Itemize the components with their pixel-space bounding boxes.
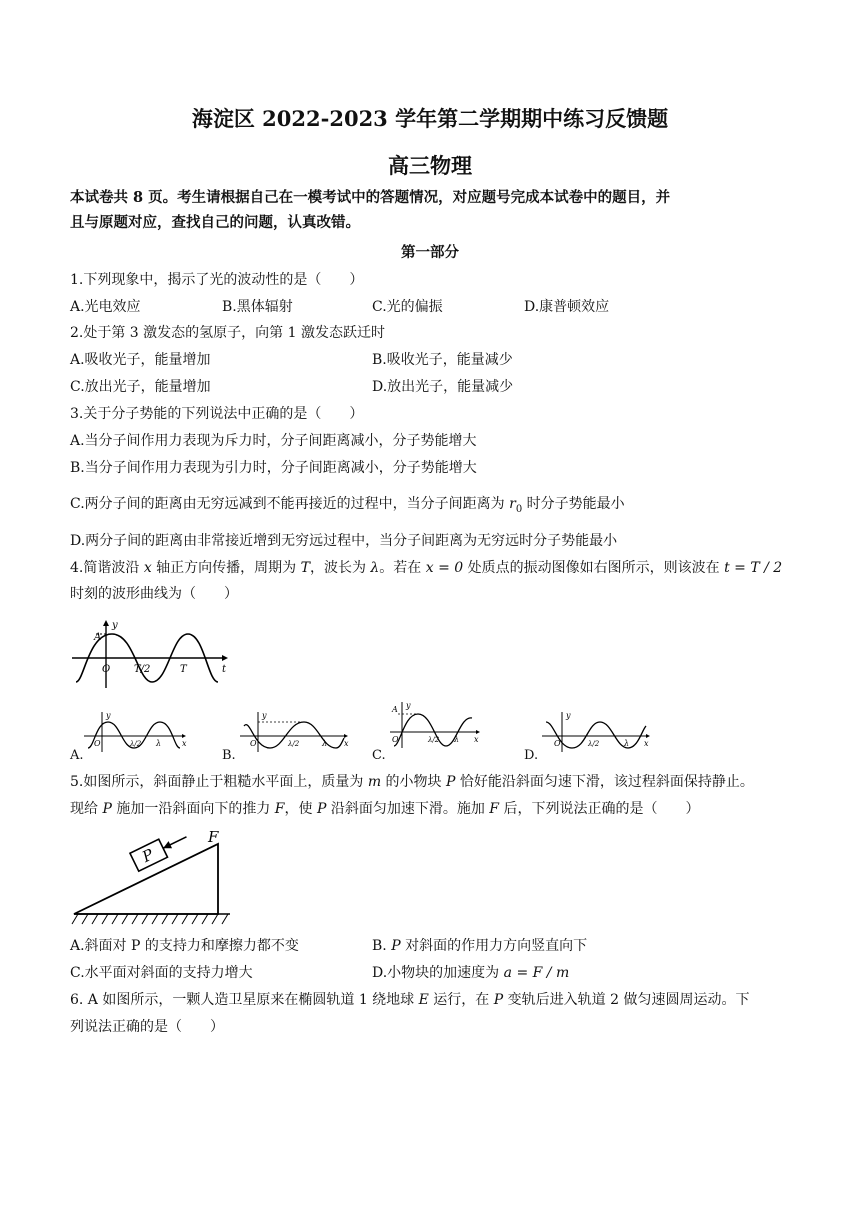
svg-text:y: y (406, 701, 411, 710)
q4-option-d-label: D. (524, 748, 539, 763)
q5-option-d: D.小物块的加速度为 a = F / m (372, 965, 570, 981)
svg-text:O: O (554, 739, 561, 748)
origin-label: O (102, 664, 111, 675)
q4-option-a-label: A. (70, 748, 84, 763)
svg-text:O: O (250, 739, 257, 748)
svg-text:x: x (644, 739, 649, 748)
svg-text:λ: λ (322, 739, 328, 748)
q4-option-c-graph (388, 700, 488, 750)
svg-text:λ/2: λ/2 (428, 736, 440, 744)
svg-text:P: P (139, 845, 157, 866)
q4-option-b-label: B. (222, 748, 236, 763)
q1-option-b: B.黑体辐射 (222, 299, 293, 315)
q2-stem: 2.处于第 3 激发态的氢原子，向第 1 激发态跃迁时 (70, 325, 385, 341)
q4-option-a-graph (82, 708, 192, 754)
section-heading: 第一部分 (401, 244, 459, 261)
svg-text:x: x (344, 739, 349, 748)
page-subtitle: 高三物理 (388, 153, 472, 178)
q5-stem-line-1: 5.如图所示，斜面静止于粗糙水平面上，质量为 m 的小物块 P 恰好能沿斜面匀速下滑，该过程斜面保持静止。 (70, 774, 754, 790)
q5-option-a: A.斜面对 P 的支持力和摩擦力都不变 (70, 938, 299, 954)
svg-text:x: x (182, 739, 187, 748)
svg-text:λ/2: λ/2 (588, 740, 600, 748)
q2-option-a: A.吸收光子，能量增加 (70, 352, 211, 368)
svg-text:λ: λ (156, 739, 162, 748)
q2-option-c: C.放出光子，能量增加 (70, 379, 211, 395)
q3-option-c: C.两分子间的距离由无穷远减到不能再接近的过程中，当分子间距离为 $r_0$ 时分子势能最小 (70, 496, 625, 515)
svg-text:λ/2: λ/2 (288, 740, 300, 748)
q4-stem-line-1: 4.简谐波沿 x 轴正方向传播，周期为 T，波长为 λ。若在 x = 0 处质点的振动图像如右图所示，则该波在 t = T / 2 (70, 560, 783, 576)
q4-option-b-graph (238, 708, 354, 754)
q2-option-b: B.吸收光子，能量减少 (372, 352, 513, 368)
amplitude-label: A (94, 632, 102, 643)
svg-text:O: O (392, 735, 399, 744)
force-label: F (208, 828, 219, 846)
q4-stem-line-2: 时刻的波形曲线为（ ） (70, 586, 238, 602)
period-label: T (180, 664, 187, 675)
q1-option-c: C.光的偏振 (372, 299, 443, 315)
svg-text:λ: λ (454, 735, 460, 744)
page-title: 海淀区 2022-2023 学年第二学期期中练习反馈题 (191, 106, 669, 131)
intro-line-1: 本试卷共 8 页。考生请根据自己在一模考试中的答题情况，对应题号完成本试卷中的题目，并 (70, 189, 671, 206)
axis-t-label: t (222, 664, 227, 675)
q1-option-d: D.康普顿效应 (524, 299, 610, 315)
q3-option-a: A.当分子间作用力表现为斥力时，分子间距离减小，分子势能增大 (70, 433, 477, 449)
q3-stem: 3.关于分子势能的下列说法中正确的是（ ） (70, 406, 364, 422)
q5-option-b: B. P 对斜面的作用力方向竖直向下 (372, 938, 588, 954)
axis-y-label: y (112, 620, 118, 631)
svg-text:λ: λ (624, 739, 630, 748)
q1-stem: 1.下列现象中，揭示了光的波动性的是（ ） (70, 272, 364, 288)
svg-text:y: y (106, 711, 111, 720)
intro-line-2: 且与原题对应，查找自己的问题，认真改错。 (70, 214, 360, 231)
q5-option-c: C.水平面对斜面的支持力增大 (70, 965, 253, 981)
svg-text:A: A (392, 705, 398, 714)
q5-stem-line-2: 现给 P 施加一沿斜面向下的推力 F，使 P 沿斜面匀加速下滑。施加 F 后，下列说法正确的是（ ） (70, 801, 700, 817)
q5-incline-figure (70, 826, 240, 930)
q4-option-d-graph (540, 708, 656, 754)
q2-option-d: D.放出光子，能量减少 (372, 379, 514, 395)
svg-text:λ/2: λ/2 (130, 740, 142, 748)
q4-option-c-label: C. (372, 748, 386, 763)
svg-text:x: x (474, 735, 479, 744)
half-period-label: T/2 (134, 664, 151, 675)
q4-vibration-graph (72, 618, 232, 690)
svg-text:O: O (94, 739, 101, 748)
svg-text:y: y (566, 711, 571, 720)
q3-option-d: D.两分子间的距离由非常接近增到无穷远过程中，当分子间距离为无穷远时分子势能最小 (70, 533, 618, 549)
q1-option-a: A.光电效应 (70, 299, 141, 315)
svg-text:y: y (262, 711, 267, 720)
q6-stem-line-1: 6. A 如图所示，一颗人造卫星原来在椭圆轨道 1 绕地球 E 运行，在 P 变轨后进入轨道 2 做匀速圆周运动。下 (70, 992, 750, 1008)
q6-stem-line-2: 列说法正确的是（ ） (70, 1019, 224, 1035)
q3-option-b: B.当分子间作用力表现为引力时，分子间距离减小，分子势能增大 (70, 460, 477, 476)
